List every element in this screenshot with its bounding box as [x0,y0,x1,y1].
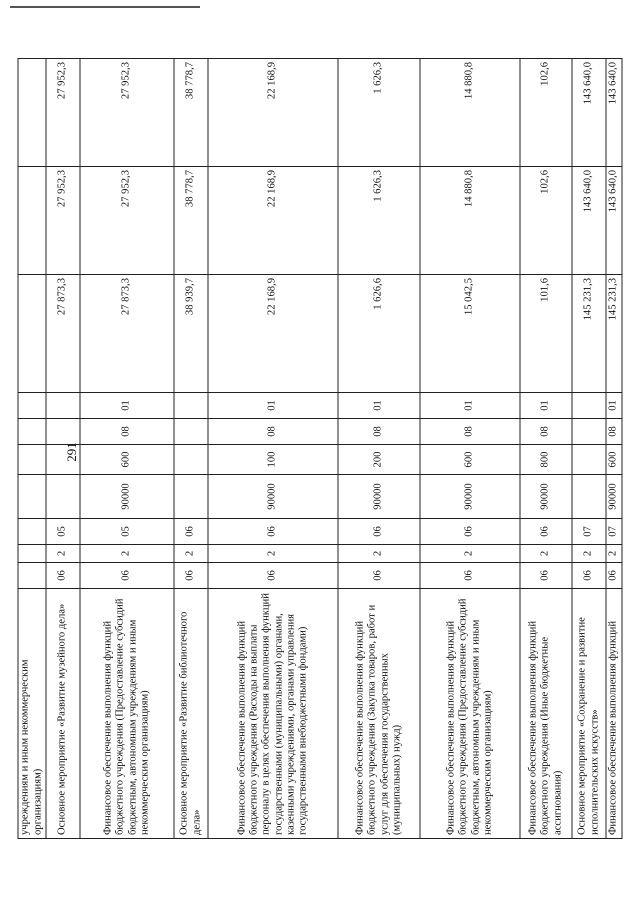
value-cell-2: 102,6 [520,167,572,275]
code-cell-7 [18,393,46,419]
code-cell-2: 2 [572,545,606,563]
code-cell-4: 90000 [80,475,174,519]
code-cell-5: 200 [338,445,420,475]
code-cell-6 [18,419,46,445]
code-cell-3: 06 [338,519,420,545]
code-cell-6: 08 [520,419,572,445]
code-cell-4 [18,475,46,519]
row-name-cell: Финансовое обеспечение выполнения функций [606,589,622,839]
value-cell-3: 27 952,3 [80,59,174,167]
top-rule [10,6,200,8]
code-cell-2 [18,545,46,563]
table-row [174,59,208,839]
value-cell-2: 14 880,8 [420,167,520,275]
code-cell-3: 06 [520,519,572,545]
code-cell-2: 2 [420,545,520,563]
value-cell-1: 101,6 [520,275,572,393]
code-cell-1: 06 [208,563,338,589]
code-cell-7: 01 [606,393,622,419]
value-cell-3: 22 168,9 [208,59,338,167]
code-cell-1: 06 [520,563,572,589]
code-cell-2: 2 [80,545,174,563]
code-cell-6: 08 [420,419,520,445]
code-cell-5 [46,445,80,475]
code-cell-3: 06 [420,519,520,545]
row-name-cell: Финансовое обеспечение выполнения функций бюджетного учреждения (Закупка товаров, работ и услуг для обеспечения государственных (муниципальных) нужд) [338,589,420,839]
code-cell-2: 2 [520,545,572,563]
code-cell-2: 2 [174,545,208,563]
value-cell-2: 22 168,9 [208,167,338,275]
code-cell-6: 08 [80,419,174,445]
value-cell-3: 143 640,0 [606,59,622,167]
table-row [208,59,338,839]
value-cell-2: 27 952,3 [46,167,80,275]
table-row [572,59,606,839]
code-cell-5: 600 [606,445,622,475]
code-cell-5 [572,445,606,475]
value-cell-2: 143 640,0 [572,167,606,275]
code-cell-5: 600 [80,445,174,475]
table-row [46,59,80,839]
code-cell-1: 06 [420,563,520,589]
value-cell-3: 38 778,7 [174,59,208,167]
code-cell-1: 06 [46,563,80,589]
table-row [520,59,572,839]
code-cell-7 [46,393,80,419]
code-cell-6 [46,419,80,445]
code-cell-4: 90000 [208,475,338,519]
code-cell-7 [572,393,606,419]
table-row [606,59,622,839]
code-cell-1: 06 [572,563,606,589]
code-cell-4 [174,475,208,519]
value-cell-3: 1 626,3 [338,59,420,167]
table-body [18,59,622,839]
code-cell-6: 08 [606,419,622,445]
table-row [338,59,420,839]
code-cell-4 [46,475,80,519]
code-cell-4 [572,475,606,519]
row-name-cell: Основное мероприятие «Развитие музейного дела» [46,589,80,839]
code-cell-7: 01 [520,393,572,419]
code-cell-3: 06 [208,519,338,545]
code-cell-3: 05 [46,519,80,545]
page-number: 291 [64,442,79,462]
value-cell-1: 27 873,3 [46,275,80,393]
code-cell-6: 08 [338,419,420,445]
value-cell-1: 27 873,3 [80,275,174,393]
code-cell-5: 100 [208,445,338,475]
code-cell-7: 01 [420,393,520,419]
value-cell-1: 145 231,3 [572,275,606,393]
row-name-cell: Финансовое обеспечение выполнения функций бюджетного учреждения (Предоставление субсидий бюджетным, автономным учреждениям и иным некоммерческим организациям) [80,589,174,839]
table-row [18,59,46,839]
code-cell-3: 07 [572,519,606,545]
value-cell-3 [18,59,46,167]
value-cell-1 [18,275,46,393]
row-name-cell: Финансовое обеспечение выполнения функций бюджетного учреждения (Иные бюджетные ассигнования) [520,589,572,839]
code-cell-7: 01 [208,393,338,419]
code-cell-5 [18,445,46,475]
code-cell-5 [174,445,208,475]
code-cell-2: 2 [338,545,420,563]
code-cell-4: 90000 [338,475,420,519]
code-cell-6 [572,419,606,445]
value-cell-3: 14 880,8 [420,59,520,167]
code-cell-7: 01 [80,393,174,419]
value-cell-2: 27 952,3 [80,167,174,275]
value-cell-2 [18,167,46,275]
code-cell-3: 05 [80,519,174,545]
code-cell-1: 06 [606,563,622,589]
value-cell-1: 15 042,5 [420,275,520,393]
code-cell-4: 90000 [420,475,520,519]
code-cell-6: 08 [208,419,338,445]
value-cell-1: 1 626,6 [338,275,420,393]
code-cell-2: 2 [208,545,338,563]
value-cell-1: 22 168,9 [208,275,338,393]
code-cell-1: 06 [80,563,174,589]
code-cell-2: 2 [606,545,622,563]
value-cell-2: 38 778,7 [174,167,208,275]
rotated-table-container [18,59,623,839]
row-name-cell: Основное мероприятие «Сохранение и развитие исполнительских искусств» [572,589,606,839]
code-cell-1: 06 [174,563,208,589]
code-cell-7 [174,393,208,419]
code-cell-2: 2 [46,545,80,563]
table-row [80,59,174,839]
code-cell-4: 90000 [520,475,572,519]
row-name-cell: Финансовое обеспечение выполнения функций бюджетного учреждения (Предоставление субсидий бюджетным, автономным учреждениям и иным некоммерческим организациям) [420,589,520,839]
table-row [420,59,520,839]
code-cell-5: 600 [420,445,520,475]
code-cell-6 [174,419,208,445]
code-cell-1 [18,563,46,589]
code-cell-3 [18,519,46,545]
code-cell-1: 06 [338,563,420,589]
code-cell-5: 800 [520,445,572,475]
value-cell-1: 38 939,7 [174,275,208,393]
value-cell-3: 102,6 [520,59,572,167]
code-cell-3: 06 [174,519,208,545]
value-cell-3: 143 640,0 [572,59,606,167]
code-cell-7: 01 [338,393,420,419]
row-name-cell: Основное мероприятие «Развитие библиотечного дела» [174,589,208,839]
code-cell-4: 90000 [606,475,622,519]
value-cell-3: 27 952,3 [46,59,80,167]
budget-table [18,58,623,839]
value-cell-2: 143 640,0 [606,167,622,275]
value-cell-1: 145 231,3 [606,275,622,393]
value-cell-2: 1 626,3 [338,167,420,275]
row-name-cell: учреждениям и иным некоммерческим организациям) [18,589,46,839]
row-name-cell: Финансовое обеспечение выполнения функций бюджетного учреждения (Расходы на выплаты персоналу в целях обеспечения выполнения функций государственными (муниципальными) органами, казенными учреждениями, органами управления государственными внебюджетными фондами) [208,589,338,839]
code-cell-3: 07 [606,519,622,545]
